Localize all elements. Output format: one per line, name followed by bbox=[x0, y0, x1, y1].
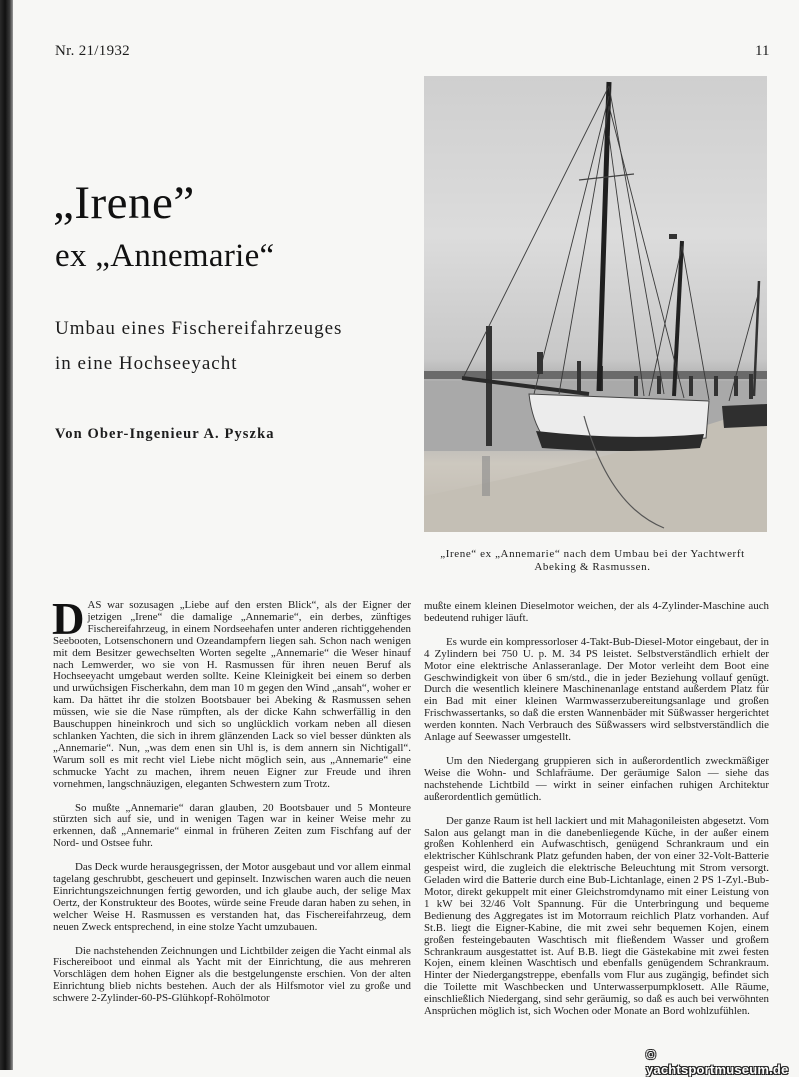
photo-caption-line2: Abeking & Rasmussen. bbox=[534, 561, 651, 573]
paragraph: Der ganze Raum ist hell lackiert und mit Mahagonileisten abgesetzt. Vom Salon aus gelangt man in die danebenliegende Küche, in der außer einem großen Kohlenherd ein Aufwaschtisch, genügend Schrankraum und ein elektrischer Kühlschrank Platz gefunden haben, der von einer 32-Volt-Batterie gespeist wird, die zugleich die elektrische Beleuchtung mit Strom versorgt. Geladen wird die Batterie durch eine Bub-Lichtanlage, einen 2 PS 1-Zyl.-Bub-Motor, direkt gekuppelt mit einer Gleichstromdynamo mit einer Leistung von 1 kW bei 32/46 Volt Spannung. Für die Unterbringung und bequeme Bedienung des Aggregates ist im Motorraum reichlich Platz vorhanden. Auf St.B. liegt die Eigner-Kabine, die mit zwei sehr bequemen Kojen, einem großen festeingebauten Waschtisch mit fließendem Wasser und großem Schrankraum ausgestattet ist. Auf B.B. liegt die Gästekabine mit zwei festen Kojen, einem kleinen Waschtisch und ebenfalls genügendem Schrankraum. Hinter der Niedergangstreppe, ebenfalls vom Flur aus zugängig, befindet sich die Toilette mit Waschbecken und Unterwasserpumpklosett. Alle Räume, einschließlich Niedergang, sind sehr geräumig, so daß es auch bei verwöhnten Ansprüchen möglich ist, sich Wochen oder Monate an Bord wohlzufühlen. bbox=[424, 814, 769, 1018]
paragraph: Das Deck wurde herausgegrissen, der Motor ausgebaut und vor allem einmal tagelang geschrubbt, gescheuert und gepinselt. Inzwischen waren auch die neuen Einrichtungszeichnungen fertig geworden, und ich glaube auch, der selige Max Oertz, der Konstrukteur des Bootes, würde seine Freude daran haben zu sehen, in welcher Weise H. Rasmussen es verstanden hat, das Fischereifahrzeug, dem neuen Zweck entsprechend, in eine stolze Yacht umzubauen. bbox=[53, 861, 411, 933]
photo-caption-line1: „Irene“ ex „Annemarie“ nach dem Umbau bei der Yachtwerft bbox=[440, 548, 745, 560]
copyright-watermark: © yachtsportmuseum.de bbox=[646, 1047, 789, 1077]
photo-caption bbox=[420, 548, 765, 574]
paragraph: DAS war sozusagen „Liebe auf den ersten Blick“, als der Eigner der jetzigen „Irene“ die damalige „Annemarie“, ein derbes, zünftiges Fischereifahrzeug, in einem Nordseehafen unter anderen richtiggehenden Seebooten, Lotsenschonern und Ozeandampfern liegen sah. Schon nach wenigen mit dem Besitzer gewechselten Worten segelte „Annemarie“ die Weser hinauf nach Lemwerder, wo sie von H. Rasmussen für ihren neuen Beruf als Hochseeyacht umgebaut werden sollte. Keine Kleinigkeit bei einem so derben und urwüchsigen Fischerkahn, dem man 10 m gegen den Wind „ansah“, woher er kam. Da hättet ihr die stolzen Bootsbauer bei Abeking & Rasmussen sehen müssen, wie sie die Nase rümpften, als der dicke Kahn schwerfällig in den Bauschuppen hineinkroch und sich so unglücklich vorkam neben all diesen schlanken Yachten, die sich in ihrem glänzenden Lack so viel besser dünkten als „Annemarie“. Nun, „was dem enen sin Uhl is, is dem annern sin Nichtigall“. Warum soll es mit recht viel Liebe nicht möglich sein, aus „Annemarie“ eine schmucke Yacht zu machen, ihrem neuen Eigner zur Freude und ihren vornehmen, langschnäuzigen, eleganten Schwestern zum Trotz. bbox=[52, 594, 411, 790]
article-title-line2: ex „Annemarie“ bbox=[55, 238, 275, 274]
paragraph: Die nachstehenden Zeichnungen und Lichtbilder zeigen die Yacht einmal als Fischereiboot und einmal als Yacht mit der Einrichtung, die aus mehreren Vorschlägen dem hohen Eigner als die bestgelungenste erschien. Von der alten Einrichtung blieb nichts bestehen. Auch der als Hilfsmotor viel zu große und schwere 2-Zylinder-60-PS-Glühkopf-Rohölmotor bbox=[53, 944, 411, 1005]
article-subtitle-line2: in eine Hochseeyacht bbox=[55, 353, 238, 374]
paragraph: So mußte „Annemarie“ daran glauben, 20 Bootsbauer und 5 Monteure stürzten sich auf sie, und in wenigen Tagen war in keiner Weise mehr zu erkennen, daß „Annemarie“ einmal in früheren Zeiten zum Fischfang auf der Nord- und Ostsee fuhr. bbox=[53, 801, 411, 850]
page-number: 11 bbox=[755, 43, 770, 59]
paragraph: Es wurde ein kompressorloser 4-Takt-Bub-Diesel-Motor eingebaut, der in 4 Zylindern bei 750 U. p. M. 34 PS leistet. Selbstverständlich erhielt der Motor eine elektrische Anlasseranlage. Der Motor verleiht dem Boot eine Geschwindigkeit von über 6 sm/std., die in jeder Beziehung vollauf genügt. Durch die wesentlich kleinere Maschinenanlage entstand außerdem Platz für ein Bad mit einer kleinen Warmwasserzubereitungsanlage und großen Frischwassertanks, so daß die ersten Wannenbäder mit Süßwasser hergerichtet werden konnten. Nach Verbrauch des Süßwassers wird selbstverständlich die Anlage auf Seewasser umgestellt. bbox=[424, 635, 769, 744]
text-column-right bbox=[424, 601, 769, 1030]
text-column-left bbox=[52, 594, 411, 1017]
issue-number: Nr. 21/1932 bbox=[55, 43, 130, 59]
yacht-photo bbox=[424, 76, 767, 532]
drop-cap: D bbox=[52, 594, 85, 644]
article-title: „Irene” bbox=[53, 177, 195, 229]
article-author: Von Ober-Ingenieur A. Pyszka bbox=[55, 426, 275, 442]
article-subtitle-line1: Umbau eines Fischereifahrzeuges bbox=[55, 318, 343, 339]
page-binding-edge bbox=[0, 0, 13, 1070]
paragraph: mußte einem kleinen Dieselmotor weichen, der als 4-Zylinder-Maschine auch bedeutend ruhiger läuft. bbox=[424, 600, 769, 624]
paragraph: Um den Niedergang gruppieren sich in außerordentlich zweckmäßiger Weise die Wohn- und Schlafräume. Der geräumige Salon — siehe das nachstehende Lichtbild — wirkt in seiner einfachen ruhigen Architektur außerordentlich gemütlich. bbox=[424, 754, 769, 803]
sailing-yacht-image bbox=[424, 76, 767, 532]
